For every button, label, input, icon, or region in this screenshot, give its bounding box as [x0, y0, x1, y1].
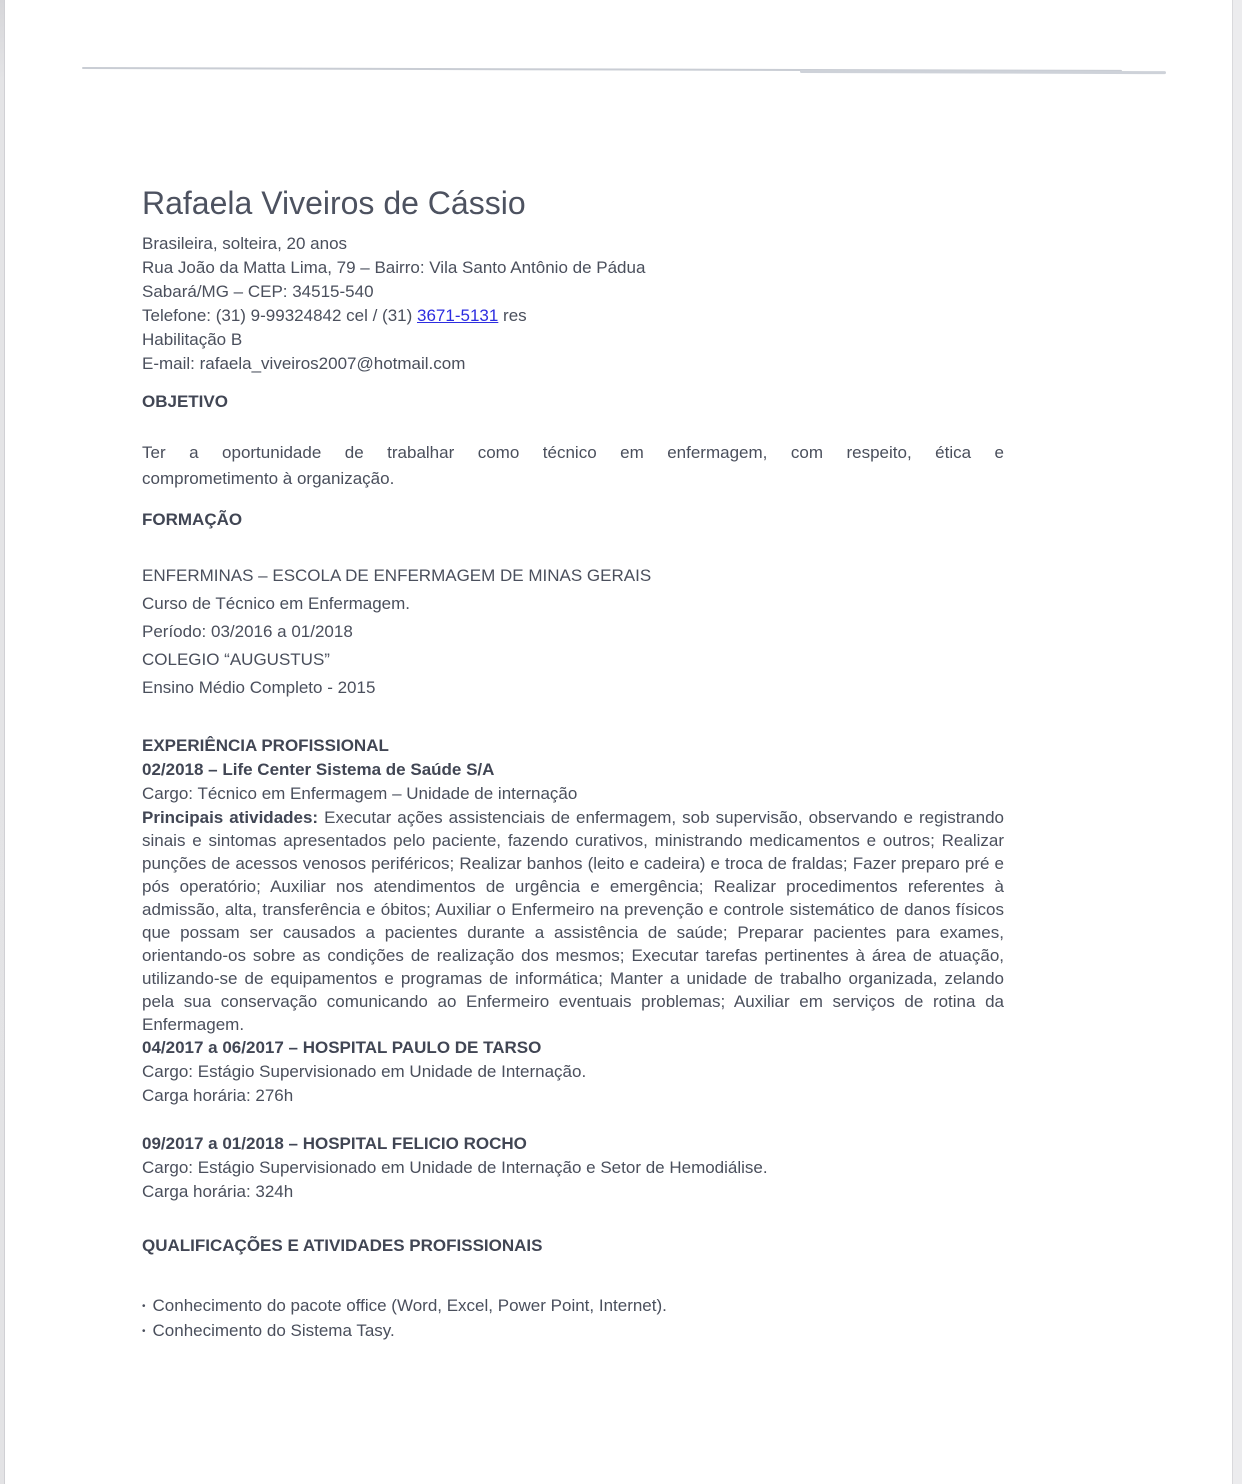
job2-heading: 04/2017 a 06/2017 – HOSPITAL PAULO DE TARSO [142, 1038, 542, 1057]
right-scan-edge [1232, 0, 1242, 1484]
job1-activities [142, 806, 1004, 1036]
formation-course: Curso de Técnico em Enfermagem. [142, 594, 411, 613]
contact-license: Habilitação B [142, 330, 243, 349]
objective-line-2: comprometimento à organização. [142, 469, 395, 488]
job1-cargo: Cargo: Técnico em Enfermagem – Unidade de internação [142, 784, 578, 803]
person-name: Rafaela Viveiros de Cássio [142, 185, 526, 221]
bullet-icon: • [142, 1326, 146, 1337]
job-life-center [142, 758, 1004, 1036]
qualifications-list [142, 1294, 1004, 1344]
contact-address: Rua João da Matta Lima, 79 – Bairro: Vila Santo Antônio de Pádua [142, 258, 646, 277]
formation-period: Período: 03/2016 a 01/2018 [142, 622, 353, 641]
objective-line-1: Ter a oportunidade de trabalhar como técnico em enfermagem, com respeito, ética e [142, 443, 1004, 462]
qualification-item [142, 1319, 1004, 1344]
section-title-objetivo: OBJETIVO [142, 392, 228, 411]
section-title-experiencia: EXPERIÊNCIA PROFISSIONAL [142, 736, 389, 755]
job-hospital-felicio-rocho [142, 1132, 1004, 1204]
phone-suffix: res [498, 306, 527, 325]
left-scan-edge [0, 0, 5, 1484]
phone-link[interactable]: 3671-5131 [417, 306, 499, 325]
top-rule-line-overlap [800, 70, 1166, 74]
contact-phone [142, 304, 1004, 328]
qualification-item-text: Conhecimento do Sistema Tasy. [152, 1321, 395, 1340]
contact-email: E-mail: rafaela_viveiros2007@hotmail.com [142, 354, 466, 373]
phone-prefix: Telefone: (31) 9-99324842 cel / (31) [142, 306, 418, 325]
job3-cargo: Cargo: Estágio Supervisionado em Unidade de Internação e Setor de Hemodiálise. [142, 1158, 768, 1177]
job1-activities-label: Principais atividades: [142, 808, 319, 827]
job2-carga: Carga horária: 276h [142, 1086, 294, 1105]
bullet-icon: • [142, 1301, 146, 1312]
qualification-item [142, 1294, 1004, 1319]
job3-heading: 09/2017 a 01/2018 – HOSPITAL FELICIO ROCHO [142, 1134, 527, 1153]
formation-school: ENFERMINAS – ESCOLA DE ENFERMAGEM DE MINAS GERAIS [142, 566, 652, 585]
section-title-qualificacoes: QUALIFICAÇÕES E ATIVIDADES PROFISSIONAIS [142, 1236, 543, 1255]
contact-nationality: Brasileira, solteira, 20 anos [142, 234, 348, 253]
formation-degree: Ensino Médio Completo - 2015 [142, 678, 376, 697]
job1-heading: 02/2018 – Life Center Sistema de Saúde S/A [142, 760, 495, 779]
qualification-item-text: Conhecimento do pacote office (Word, Excel, Power Point, Internet). [152, 1296, 667, 1315]
job-hospital-paulo-de-tarso [142, 1036, 1004, 1108]
formation-college: COLEGIO “AUGUSTUS” [142, 650, 330, 669]
formation-list [142, 562, 1004, 702]
job1-activities-text: Executar ações assistenciais de enfermagem, sob supervisão, observando e registrando sinais e sintomas apresentados pelo paciente, fazendo curativos, ministrando medicamentos e outros; Realizar punções de acessos venosos periféricos; Realizar banhos (leito e cadeira) e troca de fraldas; Fazer preparo pré e pós operatório; Auxiliar nos atendimentos de urgência e emergência; Realizar procedimentos referentes à admissão, alta, transferência e óbitos; Auxiliar o Enfermeiro na prevenção e controle sistemático de danos físicos que possam ser causados a pacientes durante a assistência de saúde; Preparar pacientes para exames, orientando-os sobre as condições de realização dos mesmos; Executar tarefas pertinentes à área de atuação, utilizando-se de equipamentos e programas de informática; Manter a unidade de trabalho organizada, zelando pela sua conservação comunicando ao Enfermeiro eventuais problemas; Auxiliar em serviços de rotina da Enfermagem. [142, 808, 1005, 1034]
objective-paragraph [142, 440, 1004, 492]
job3-carga: Carga horária: 324h [142, 1182, 294, 1201]
contact-city-cep: Sabará/MG – CEP: 34515-540 [142, 282, 374, 301]
section-title-formacao: FORMAÇÃO [142, 510, 243, 529]
document-content [142, 184, 1004, 1344]
contact-block [142, 232, 1004, 376]
job2-cargo: Cargo: Estágio Supervisionado em Unidade de Internação. [142, 1062, 587, 1081]
